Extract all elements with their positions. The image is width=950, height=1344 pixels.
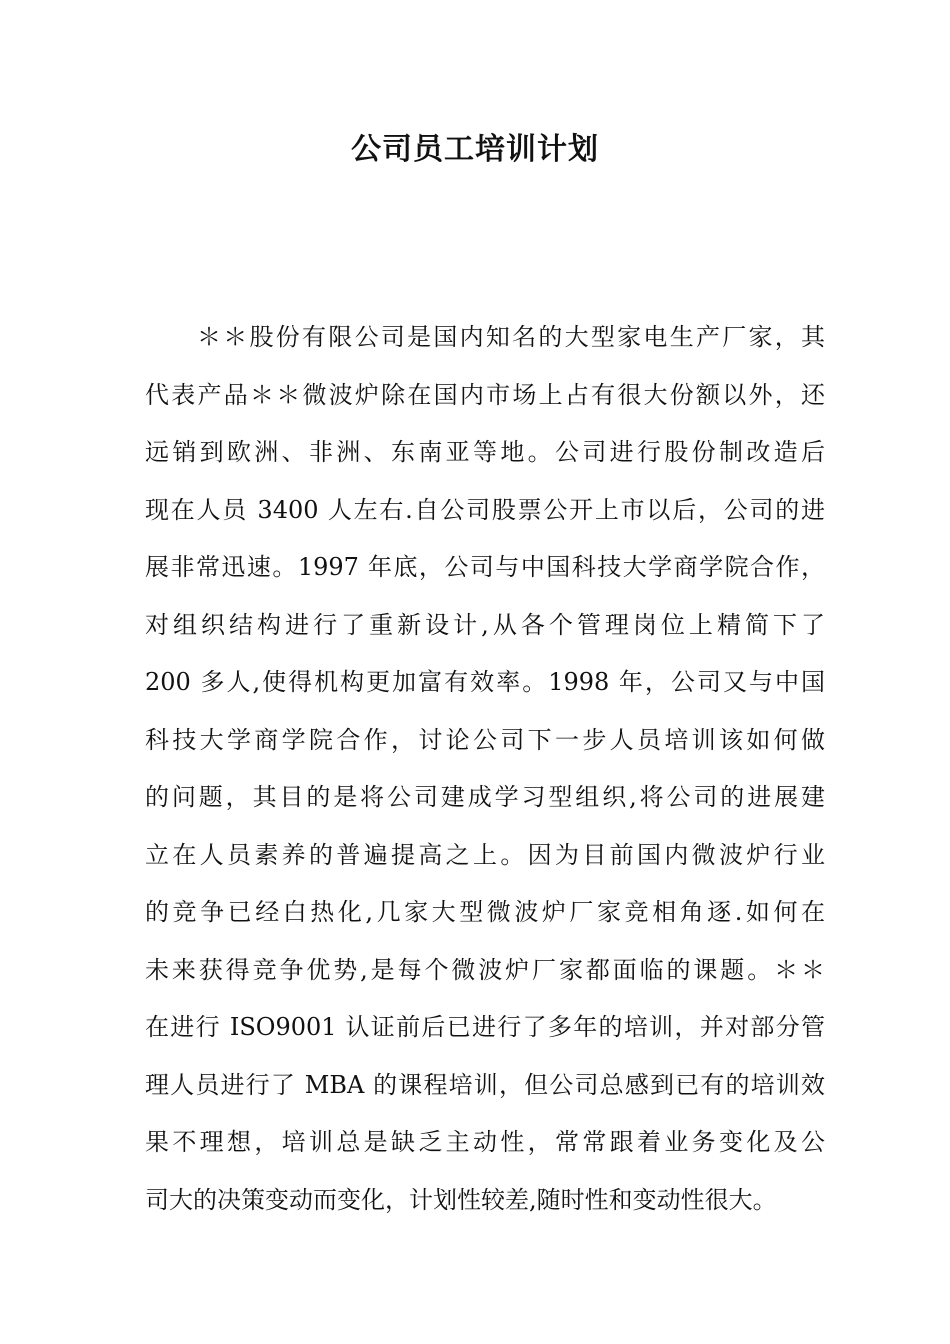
text-line: 的问题，其目的是将公司建成学习型组织,将公司的进展建 bbox=[145, 783, 825, 811]
text-line: 对组织结构进行了重新设计,从各个管理岗位上精简下了 bbox=[145, 610, 825, 639]
text-line: 展非常迅速。1997 年底，公司与中国科技大学商学院合作， bbox=[145, 553, 825, 581]
text-line: 未来获得竞争优势,是每个微波炉厂家都面临的课题。＊＊ bbox=[145, 955, 825, 984]
text-line: 立在人员素养的普遍提高之上。因为目前国内微波炉行业 bbox=[145, 840, 825, 869]
text-line: 代表产品＊＊微波炉除在国内市场上占有很大份额以外，还 bbox=[145, 380, 825, 409]
text-line: 远销到欧洲、非洲、东南亚等地。公司进行股份制改造后 bbox=[145, 438, 825, 466]
text-line: 的竞争已经白热化,几家大型微波炉厂家竞相角逐.如何在 bbox=[145, 898, 825, 926]
text-line: 200 多人,使得机构更加富有效率。1998 年，公司又与中国 bbox=[145, 668, 825, 696]
text-line: 科技大学商学院合作，讨论公司下一步人员培训该如何做 bbox=[145, 725, 825, 754]
text-line: 司大的决策变动而变化，计划性较差,随时性和变动性很大。 bbox=[145, 1185, 777, 1214]
text-line: 在进行 ISO9001 认证前后已进行了多年的培训，并对部分管 bbox=[145, 1013, 825, 1041]
text-line: ＊＊股份有限公司是国内知名的大型家电生产厂家，其 bbox=[197, 323, 825, 351]
text-line: 理人员进行了 MBA 的课程培训，但公司总感到已有的培训效 bbox=[145, 1070, 825, 1099]
page-title: 公司员工培训计划 bbox=[351, 132, 599, 167]
text-line: 现在人员 3400 人左右.自公司股票公开上市以后，公司的进 bbox=[145, 495, 825, 524]
text-line: 果不理想，培训总是缺乏主动性，常常跟着业务变化及公 bbox=[145, 1128, 825, 1156]
